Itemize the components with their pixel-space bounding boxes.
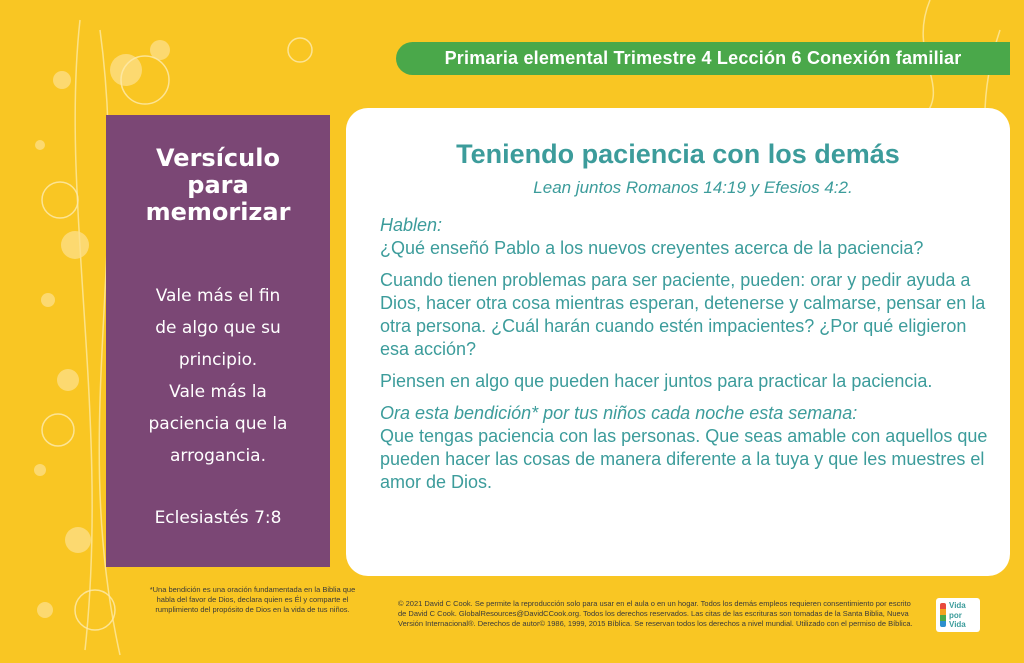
- blessing-text: Que tengas paciencia con las personas. Que seas amable con aquellos que pueden hacer las cosas de manera diferente a la tuya y que les muestres el amor de Dios.: [380, 426, 988, 492]
- logo-line: Vida: [949, 601, 966, 610]
- logo-line: por: [949, 610, 962, 620]
- memory-verse-text: [128, 280, 308, 472]
- logo-text: [949, 601, 979, 630]
- memory-verse-title-line: Versículo: [156, 144, 280, 172]
- lesson-body: [380, 214, 992, 503]
- paragraph-3: Piensen en algo que pueden hacer juntos para practicar la paciencia.: [380, 371, 933, 391]
- talk-section: [380, 214, 992, 260]
- lesson-title: Teniendo paciencia con los demás: [456, 139, 900, 169]
- lesson-card: [346, 108, 1010, 576]
- paragraph-2: Cuando tienen problemas para ser paciente, pueden: orar y pedir ayuda a Dios, hacer otra cosa mientras esperan, detenerse y calmarse, pensar en la otra persona. ¿Cuál harán cuando estén impacientes? ¿Por qué eligieron esa acción?: [380, 270, 986, 359]
- blessing-label: Ora esta bendición* por tus niños cada noche esta semana:: [380, 403, 858, 423]
- memory-verse-title-line: para: [187, 171, 249, 199]
- memory-verse-line: principio.: [178, 350, 258, 370]
- lesson-banner: Primaria elemental Trimestre 4 Lección 6 Conexión familiar: [396, 42, 1010, 75]
- memory-verse-line: paciencia que la: [148, 414, 288, 434]
- vida-por-vida-logo: [936, 598, 980, 632]
- lesson-subtitle: Lean juntos Romanos 14:19 y Efesios 4:2.: [533, 178, 853, 197]
- talk-label: Hablen:: [380, 215, 443, 235]
- memory-verse-line: de algo que su: [155, 318, 281, 338]
- logo-line: Vida: [949, 620, 966, 629]
- copyright-notice: © 2021 David C Cook. Se permite la reproducción solo para usar en el aula o en un hogar. Todos los demás empleos requieren consentimiento por escrito de David C Cook. GlobalResources@DavidCCook.org. Todos los derechos reservados. Las citas de las escrituras son tomadas de la Santa Biblia, Nueva Versión Internacional®. Derechos de autor© 1986, 1999, 2015 Bíblica. Se reservan todos los derechos a nivel mundial. Utilizado con el permiso de Bíblica.: [398, 599, 913, 628]
- memory-verse-title: [106, 145, 330, 226]
- memory-verse-line: arrogancia.: [170, 446, 266, 466]
- memory-verse-title-line: memorizar: [145, 198, 291, 226]
- logo-color-bar-icon: [940, 603, 946, 627]
- question-1: ¿Qué enseñó Pablo a los nuevos creyentes acerca de la paciencia?: [380, 238, 924, 258]
- memory-verse-line: Vale más la: [169, 382, 267, 402]
- blessing-section: [380, 402, 992, 494]
- memory-verse-line: Vale más el fin: [155, 286, 281, 306]
- memory-verse-reference: Eclesiastés 7:8: [154, 508, 282, 528]
- memory-verse-panel: [106, 115, 330, 567]
- blessing-footnote: *Una bendición es una oración fundamentada en la Biblia que habla del favor de Dios, declara quien es Él y comparte el rumplimiento del propósito de Dios en la vida de tus niños.: [149, 585, 356, 614]
